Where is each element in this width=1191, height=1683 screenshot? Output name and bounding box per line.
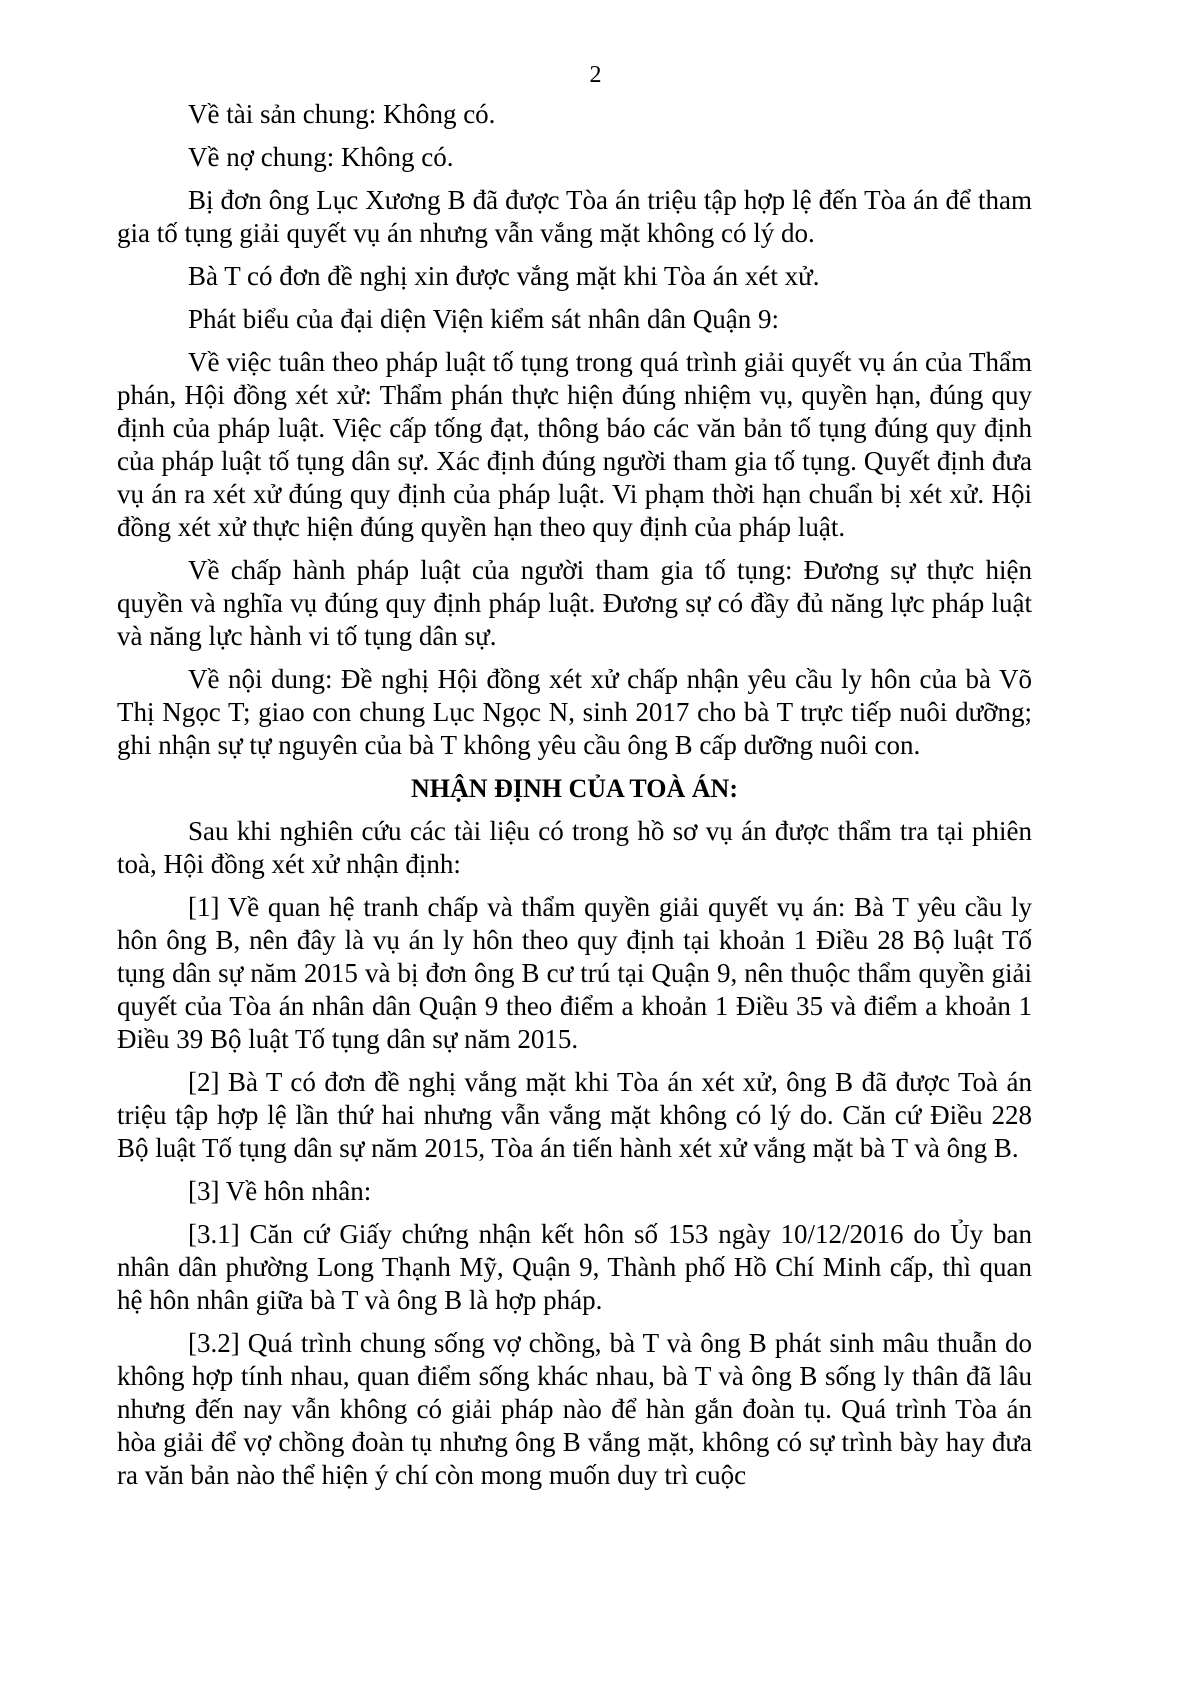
paragraph-marriage-heading: [3] Về hôn nhân: <box>188 1176 372 1206</box>
paragraph-party-compliance: Về chấp hành pháp luật của người tham gia tố tụng: Đương sự thực hiện quyền và nghĩa vụ đúng quy định pháp luật. Đương sự có đầy đủ năng lực pháp luật và năng lực hành vi tố tụng dân sự. <box>117 555 1032 651</box>
paragraph-marriage-certificate: [3.1] Căn cứ Giấy chứng nhận kết hôn số 153 ngày 10/12/2016 do Ủy ban nhân dân phường Long Thạnh Mỹ, Quận 9, Thành phố Hồ Chí Minh cấp, thì quan hệ hôn nhân giữa bà T và ông B là hợp pháp. <box>117 1219 1032 1315</box>
section-heading: NHẬN ĐỊNH CỦA TOÀ ÁN: <box>411 774 738 803</box>
paragraph-procedural-compliance: Về việc tuân theo pháp luật tố tụng trong quá trình giải quyết vụ án của Thẩm phán, Hội đồng xét xử: Thẩm phán thực hiện đúng nhiệm vụ, quyền hạn, đúng quy định của pháp luật. Việc cấp tống đạt, thông báo các văn bản tố tụng đúng quy định của pháp luật tố tụng dân sự. Xác định đúng người tham gia tố tụng. Quyết định đưa vụ án ra xét xử đúng quy định của pháp luật. Vi phạm thời hạn chuẩn bị xét xử. Hội đồng xét xử thực hiện đúng quyền hạn theo quy định của pháp luật. <box>117 347 1032 542</box>
paragraph-trial-in-absence: [2] Bà T có đơn đề nghị vắng mặt khi Tòa án xét xử, ông B đã được Toà án triệu tập hợp lệ lần thứ hai nhưng vẫn vắng mặt không có lý do. Căn cứ Điều 228 Bộ luật Tố tụng dân sự năm 2015, Tòa án tiến hành xét xử vắng mặt bà T và ông B. <box>117 1067 1032 1163</box>
paragraph-common-property: Về tài sản chung: Không có. <box>188 99 496 129</box>
paragraph-procuracy-statement-intro: Phát biểu của đại diện Viện kiểm sát nhân dân Quận 9: <box>188 304 779 334</box>
paragraph-defendant-absent: Bị đơn ông Lục Xương B đã được Tòa án triệu tập hợp lệ đến Tòa án để tham gia tố tụng giải quyết vụ án nhưng vẫn vắng mặt không có lý do. <box>117 185 1032 248</box>
paragraph-marital-conflict: [3.2] Quá trình chung sống vợ chồng, bà T và ông B phát sinh mâu thuẫn do không hợp tính nhau, quan điểm sống khác nhau, bà T và ông B sống ly thân đã lâu nhưng đến nay vẫn không có giải pháp nào để hàn gắn đoàn tụ. Quá trình Tòa án hòa giải để vợ chồng đoàn tụ nhưng ông B vắng mặt, không có sự trình bày hay đưa ra văn bản nào thể hiện ý chí còn mong muốn duy trì cuộc <box>117 1328 1032 1490</box>
document-body <box>117 98 1032 1502</box>
paragraph-common-debt: Về nợ chung: Không có. <box>188 142 454 172</box>
paragraph-content-proposal: Về nội dung: Đề nghị Hội đồng xét xử chấp nhận yêu cầu ly hôn của bà Võ Thị Ngọc T; giao con chung Lục Ngọc N, sinh 2017 cho bà T trực tiếp nuôi dưỡng; ghi nhận sự tự nguyên của bà T không yêu cầu ông B cấp dưỡng nuôi con. <box>117 664 1032 760</box>
page-number: 2 <box>589 62 602 88</box>
paragraph-court-review-intro: Sau khi nghiên cứu các tài liệu có trong hồ sơ vụ án được thẩm tra tại phiên toà, Hội đồng xét xử nhận định: <box>117 816 1032 879</box>
paragraph-plaintiff-request-absence: Bà T có đơn đề nghị xin được vắng mặt khi Tòa án xét xử. <box>188 261 820 291</box>
paragraph-jurisdiction: [1] Về quan hệ tranh chấp và thẩm quyền giải quyết vụ án: Bà T yêu cầu ly hôn ông B, nên đây là vụ án ly hôn theo quy định tại khoản 1 Điều 28 Bộ luật Tố tụng dân sự năm 2015 và bị đơn ông B cư trú tại Quận 9, nên thuộc thẩm quyền giải quyết của Tòa án nhân dân Quận 9 theo điểm a khoản 1 Điều 35 và điểm a khoản 1 Điều 39 Bộ luật Tố tụng dân sự năm 2015. <box>117 892 1032 1054</box>
